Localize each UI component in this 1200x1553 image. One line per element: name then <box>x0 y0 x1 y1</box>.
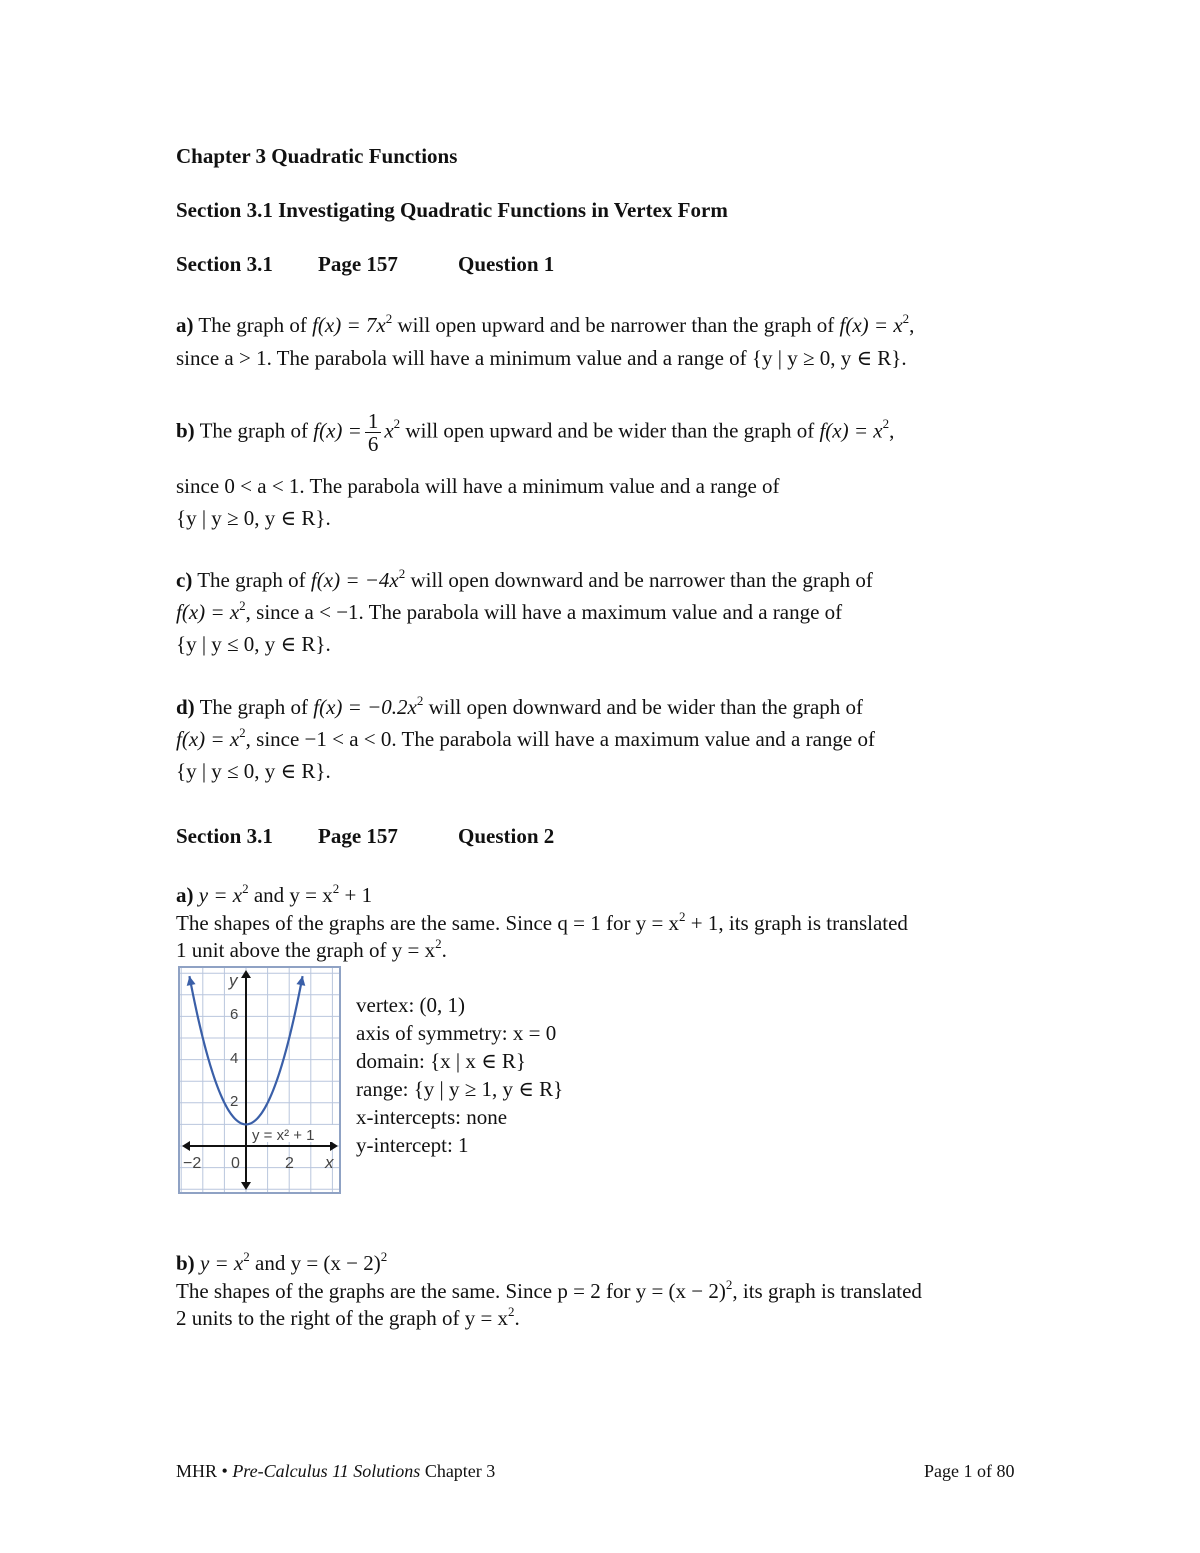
q2-section: Section 3.1 <box>176 824 273 848</box>
q2-page: Page 157 <box>318 824 398 848</box>
q1-section: Section 3.1 <box>176 252 273 276</box>
x-axis-label: x <box>325 1153 334 1172</box>
q2a-line3: 1 unit above the graph of $y = x^2$. <box>176 936 447 962</box>
q1b-line3: {y | y ≥ 0, y ∈ R}. <box>176 506 331 530</box>
footer-left: MHR • Pre-Calculus 11 Solutions Chapter 3 <box>176 1461 496 1481</box>
q1d-label: d) <box>176 695 195 719</box>
q1d-line1: d) The graph of $f(x) = -0.2x^2$ will open downward and be wider than the graph of <box>176 693 864 719</box>
x-tick-neg2: −2 <box>183 1155 202 1172</box>
chapter-title: Chapter 3 Quadratic Functions <box>176 144 458 168</box>
q1c-label: c) <box>176 568 193 592</box>
fraction-one-sixth: $\frac{1}{6}$ <box>365 410 382 455</box>
y-tick-2: 2 <box>230 1093 239 1110</box>
info-range: range: {y | y ≥ 1, y ∈ R} <box>356 1077 564 1101</box>
y-axis-label: y <box>229 971 238 990</box>
y-tick-4: 4 <box>230 1050 239 1067</box>
q1a-line1: a) The graph of $f(x) = 7x^2$ will open upward and be narrower than the graph of $f(x) = x^2$, <box>176 311 915 337</box>
q2b-line3: 2 units to the right of the graph of $y = x^2$. <box>176 1304 520 1330</box>
q1a-label: a) <box>176 313 194 337</box>
info-x-intercepts: x-intercepts: none <box>356 1105 508 1129</box>
parabola-graph <box>178 966 341 1194</box>
q1d-line3: {y | y ≤ 0, y ∈ R}. <box>176 759 331 783</box>
x-tick-2: 2 <box>285 1155 294 1172</box>
footer-page-number: Page 1 of 80 <box>924 1461 1015 1481</box>
q1-page: Page 157 <box>318 252 398 276</box>
q1b-label: b) <box>176 418 195 443</box>
info-axis-of-symmetry: axis of symmetry: x = 0 <box>356 1021 557 1045</box>
q1b-line2: since 0 < a < 1. The parabola will have a minimum value and a range of <box>176 474 780 498</box>
q1c-line1: c) The graph of $f(x) = -4x^2$ will open downward and be narrower than the graph of <box>176 566 873 592</box>
q2a-line1: a) $y = x^2$ and $y = x^2 + 1$ <box>176 881 373 907</box>
q2b-line2: The shapes of the graphs are the same. Since p = 2 for $y = (x - 2)^2$, its graph is translated <box>176 1277 922 1303</box>
q2a-line2: The shapes of the graphs are the same. Since q = 1 for $y = x^2 + 1$, its graph is translated <box>176 909 908 935</box>
section-title: Section 3.1 Investigating Quadratic Functions in Vertex Form <box>176 198 728 222</box>
y-tick-6: 6 <box>230 1006 239 1023</box>
q1c-line3: {y | y ≤ 0, y ∈ R}. <box>176 632 331 656</box>
info-y-intercept: y-intercept: 1 <box>356 1133 469 1157</box>
q1b-line1: b) The graph of f(x) = $\frac{1}{6}$ $x^2$ will open upward and be wider than the graph of $f(x) = x^2$, <box>176 409 895 456</box>
q2b-line1: b) $y = x^2$ and $y = (x - 2)^2$ <box>176 1249 388 1275</box>
info-domain: domain: {x | x ∈ R} <box>356 1049 526 1073</box>
q2a-label: a) <box>176 883 194 907</box>
q1c-line2: $f(x) = x^2$, since a < −1. The parabola will have a maximum value and a range of <box>176 598 843 624</box>
q1d-line2: $f(x) = x^2$, since −1 < a < 0. The parabola will have a maximum value and a range of <box>176 725 875 751</box>
q2b-label: b) <box>176 1251 195 1275</box>
parabola-graph-svg <box>178 966 341 1194</box>
curve-label: y = x² + 1 <box>252 1127 315 1144</box>
q1a-line2: since a > 1. The parabola will have a minimum value and a range of {y | y ≥ 0, y ∈ R}. <box>176 346 907 370</box>
x-tick-0: 0 <box>231 1155 240 1172</box>
graph-info <box>356 991 563 1159</box>
info-vertex: vertex: (0, 1) <box>356 993 466 1017</box>
q2-question: Question 2 <box>458 824 555 848</box>
q1-question: Question 1 <box>458 252 555 276</box>
